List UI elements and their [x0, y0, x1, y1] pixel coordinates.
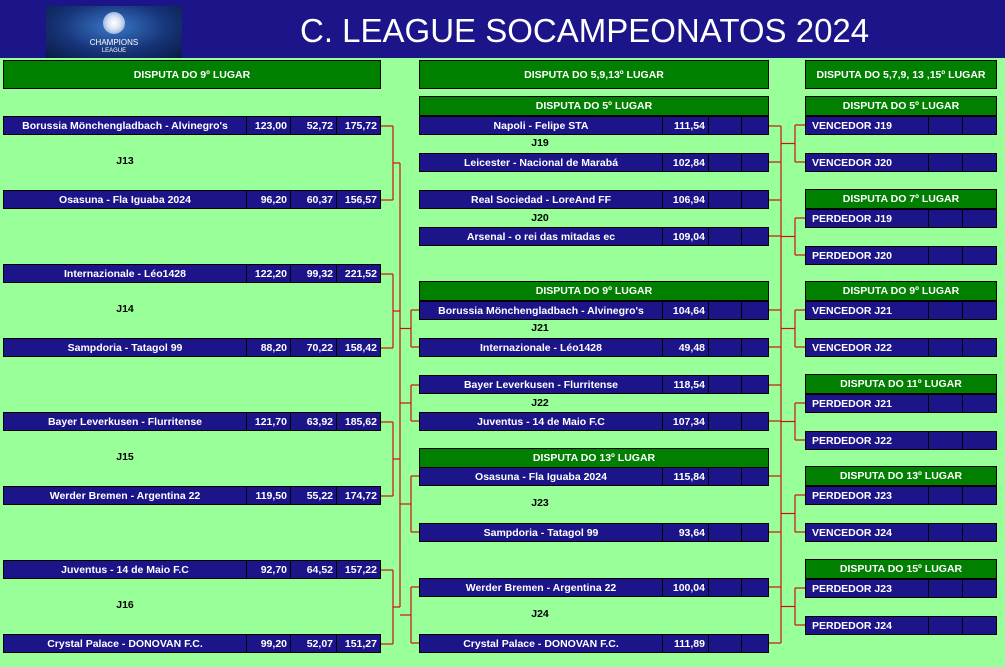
score-first-leg: 121,70: [246, 413, 290, 430]
team-row: [805, 431, 997, 450]
score-empty: [741, 191, 768, 208]
team-row: [3, 338, 381, 357]
section-title: DISPUTA DO 5º LUGAR: [419, 96, 769, 116]
score: 102,84: [662, 154, 708, 171]
section-title: DISPUTA DO 15º LUGAR: [805, 559, 997, 579]
team-row: [805, 301, 997, 320]
score: 115,84: [662, 468, 708, 485]
score-empty: [708, 579, 741, 596]
team-row: [3, 412, 381, 431]
team-name: Juventus - 14 de Maio F.C: [61, 563, 189, 576]
team-name: Arsenal - o rei das mitadas ec: [466, 230, 616, 243]
score-empty: [708, 524, 741, 541]
score-empty: [962, 339, 996, 356]
team-name: Borussia Mönchengladbach - Alvinegro's: [438, 304, 644, 317]
score-empty: [928, 487, 962, 504]
score-empty: [928, 432, 962, 449]
score-second-leg: 60,37: [290, 191, 336, 208]
team-name: Bayer Leverkusen - Flurritense: [47, 415, 203, 428]
team-row: [419, 190, 769, 209]
match-label: J19: [531, 137, 549, 149]
team-row: [419, 634, 769, 653]
team-row: [805, 579, 997, 598]
team-placeholder: PERDEDOR J22: [812, 434, 892, 447]
team-row: [3, 634, 381, 653]
section-title: DISPUTA DO 11º LUGAR: [805, 374, 997, 394]
match-label: J24: [531, 608, 549, 620]
score: 111,89: [662, 635, 708, 652]
team-row: [3, 190, 381, 209]
score-empty: [741, 376, 768, 393]
match-label: J22: [531, 397, 549, 409]
score-empty: [928, 580, 962, 597]
score-empty: [928, 395, 962, 412]
score-empty: [928, 117, 962, 134]
column-header-5-9-13: DISPUTA DO 5,9,13º LUGAR: [419, 60, 769, 89]
team-row: [3, 264, 381, 283]
match-label: J21: [531, 322, 549, 334]
score-second-leg: 70,22: [290, 339, 336, 356]
score-empty: [928, 247, 962, 264]
score: 107,34: [662, 413, 708, 430]
score-empty: [708, 154, 741, 171]
score-first-leg: 122,20: [246, 265, 290, 282]
logo-subtext: LEAGUE: [101, 48, 127, 54]
score: 49,48: [662, 339, 708, 356]
score-empty: [741, 579, 768, 596]
score-empty: [741, 635, 768, 652]
score-first-leg: 92,70: [246, 561, 290, 578]
team-placeholder: PERDEDOR J24: [812, 619, 892, 632]
score-empty: [962, 487, 996, 504]
score-empty: [741, 302, 768, 319]
score-empty: [962, 247, 996, 264]
team-name: Internazionale - Léo1428: [64, 267, 186, 280]
team-name: Werder Bremen - Argentina 22: [465, 581, 617, 594]
team-row: [805, 116, 997, 135]
score-empty: [741, 228, 768, 245]
team-row: [805, 338, 997, 357]
score-empty: [708, 376, 741, 393]
team-row: [3, 486, 381, 505]
score-second-leg: 63,92: [290, 413, 336, 430]
match-label: J20: [531, 212, 549, 224]
team-name: Crystal Palace - DONOVAN F.C.: [47, 637, 203, 650]
team-row: [805, 394, 997, 413]
score-empty: [962, 117, 996, 134]
team-row: [419, 412, 769, 431]
score-empty: [708, 635, 741, 652]
score-empty: [741, 413, 768, 430]
team-placeholder: PERDEDOR J23: [812, 582, 892, 595]
team-name: Osasuna - Fla Iguaba 2024: [59, 193, 191, 206]
score-empty: [741, 117, 768, 134]
score-empty: [928, 524, 962, 541]
score-empty: [928, 302, 962, 319]
team-name: Napoli - Felipe STA: [493, 119, 589, 132]
score-empty: [708, 117, 741, 134]
score-second-leg: 99,32: [290, 265, 336, 282]
score-empty: [962, 524, 996, 541]
score-first-leg: 123,00: [246, 117, 290, 134]
score-total: 221,52: [336, 265, 380, 282]
score-empty: [741, 524, 768, 541]
team-row: [419, 467, 769, 486]
match-label: J13: [116, 155, 134, 167]
score-empty: [962, 154, 996, 171]
score-total: 151,27: [336, 635, 380, 652]
score-first-leg: 119,50: [246, 487, 290, 504]
column-header-5-15: DISPUTA DO 5,7,9, 13 ,15º LUGAR: [805, 60, 997, 89]
section-title: DISPUTA DO 7º LUGAR: [805, 189, 997, 209]
match-label: J15: [116, 451, 134, 463]
team-row: [805, 246, 997, 265]
team-row: [419, 578, 769, 597]
team-row: [805, 153, 997, 172]
team-row: [419, 227, 769, 246]
team-placeholder: VENCEDOR J19: [812, 119, 892, 132]
logo-text: CHAMPIONS: [89, 38, 139, 47]
team-name: Internazionale - Léo1428: [480, 341, 602, 354]
score-total: 175,72: [336, 117, 380, 134]
score-second-leg: 52,07: [290, 635, 336, 652]
score-empty: [708, 302, 741, 319]
section-title: DISPUTA DO 13º LUGAR: [419, 448, 769, 468]
section-title: DISPUTA DO 9º LUGAR: [419, 281, 769, 301]
score-total: 157,22: [336, 561, 380, 578]
score-empty: [962, 395, 996, 412]
score-second-leg: 55,22: [290, 487, 336, 504]
page-title: C. LEAGUE SOCAMPEONATOS 2024: [300, 12, 870, 49]
score-empty: [741, 339, 768, 356]
team-name: Osasuna - Fla Iguaba 2024: [475, 470, 607, 483]
score: 111,54: [662, 117, 708, 134]
score-empty: [741, 154, 768, 171]
team-row: [3, 116, 381, 135]
score-second-leg: 52,72: [290, 117, 336, 134]
team-name: Sampdoria - Tatagol 99: [67, 341, 183, 354]
score-empty: [708, 468, 741, 485]
team-row: [805, 523, 997, 542]
score-empty: [962, 580, 996, 597]
team-placeholder: PERDEDOR J19: [812, 212, 892, 225]
team-name: Sampdoria - Tatagol 99: [483, 526, 599, 539]
team-name: Crystal Palace - DONOVAN F.C.: [463, 637, 619, 650]
team-row: [419, 301, 769, 320]
score-total: 156,57: [336, 191, 380, 208]
score-empty: [962, 210, 996, 227]
score-empty: [708, 339, 741, 356]
score: 109,04: [662, 228, 708, 245]
score: 93,64: [662, 524, 708, 541]
team-name: Bayer Leverkusen - Flurritense: [463, 378, 619, 391]
score: 104,64: [662, 302, 708, 319]
score-empty: [708, 191, 741, 208]
score-first-leg: 96,20: [246, 191, 290, 208]
score-empty: [928, 210, 962, 227]
team-row: [419, 116, 769, 135]
score-total: 158,42: [336, 339, 380, 356]
section-title: DISPUTA DO 5º LUGAR: [805, 96, 997, 116]
score-empty: [708, 228, 741, 245]
score: 106,94: [662, 191, 708, 208]
team-row: [419, 375, 769, 394]
score: 100,04: [662, 579, 708, 596]
score: 118,54: [662, 376, 708, 393]
team-row: [805, 486, 997, 505]
section-title: DISPUTA DO 13º LUGAR: [805, 466, 997, 486]
section-title: DISPUTA DO 9º LUGAR: [805, 281, 997, 301]
score-total: 185,62: [336, 413, 380, 430]
score-second-leg: 64,52: [290, 561, 336, 578]
team-placeholder: PERDEDOR J23: [812, 489, 892, 502]
team-row: [805, 209, 997, 228]
score-empty: [962, 617, 996, 634]
match-label: J23: [531, 497, 549, 509]
team-row: [419, 153, 769, 172]
score-total: 174,72: [336, 487, 380, 504]
team-name: Werder Bremen - Argentina 22: [49, 489, 201, 502]
score-empty: [962, 432, 996, 449]
score-empty: [962, 302, 996, 319]
score-first-leg: 88,20: [246, 339, 290, 356]
match-label: J14: [116, 303, 134, 315]
score-first-leg: 99,20: [246, 635, 290, 652]
team-name: Borussia Mönchengladbach - Alvinegro's: [22, 119, 228, 132]
score-empty: [928, 617, 962, 634]
score-empty: [708, 413, 741, 430]
score-empty: [928, 154, 962, 171]
score-empty: [741, 468, 768, 485]
team-row: [805, 616, 997, 635]
team-placeholder: VENCEDOR J24: [812, 526, 892, 539]
team-placeholder: VENCEDOR J21: [812, 304, 892, 317]
team-placeholder: VENCEDOR J20: [812, 156, 892, 169]
team-placeholder: VENCEDOR J22: [812, 341, 892, 354]
team-row: [419, 338, 769, 357]
team-row: [419, 523, 769, 542]
team-row: [3, 560, 381, 579]
team-name: Juventus - 14 de Maio F.C: [477, 415, 605, 428]
team-name: Leicester - Nacional de Marabá: [463, 156, 619, 169]
column-header-9th: DISPUTA DO 9º LUGAR: [3, 60, 381, 89]
team-placeholder: PERDEDOR J21: [812, 397, 892, 410]
team-placeholder: PERDEDOR J20: [812, 249, 892, 262]
team-name: Real Sociedad - LoreAnd FF: [470, 193, 612, 206]
score-empty: [928, 339, 962, 356]
match-label: J16: [116, 599, 134, 611]
